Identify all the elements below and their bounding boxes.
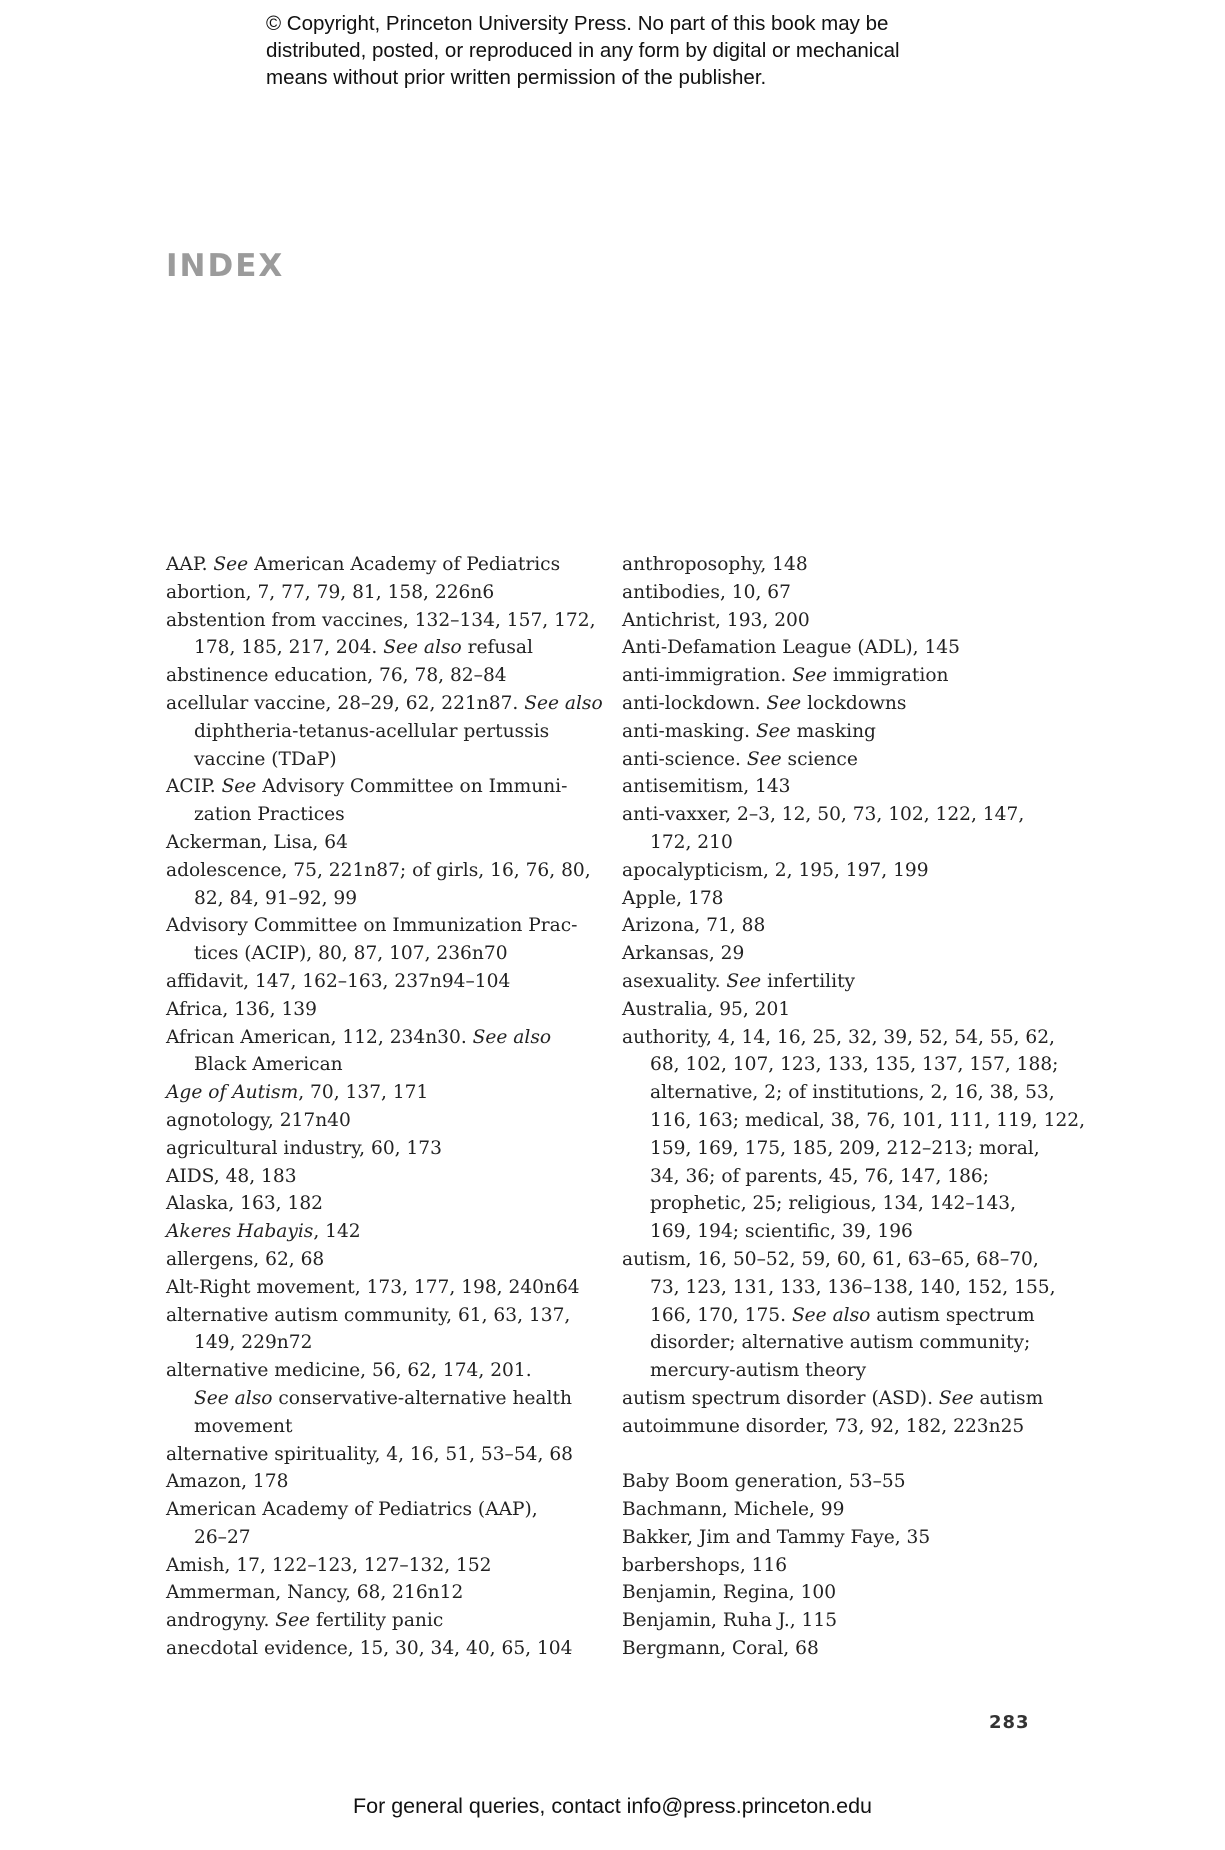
index-entry [622,940,1062,968]
index-text-italic: See [755,720,791,742]
index-text: autoimmune disorder, 73, 92, 182, 223n25 [622,1415,1025,1437]
index-text: 73, 123, 131, 133, 136–138, 140, 152, 155, [650,1276,1056,1298]
page-title: INDEX [166,248,285,284]
copyright-line: distributed, posted, or reproduced in any form by digital or mechanical [266,39,900,62]
index-entry-line [166,718,606,746]
index-entry-line [166,1385,606,1413]
index-entry [622,746,1062,774]
index-entry-line [166,1107,606,1135]
index-entry-line [622,801,1062,829]
index-entry [166,1163,606,1191]
index-entry-line [622,1107,1086,1135]
index-text: , 70, 137, 171 [298,1082,429,1104]
index-text: abstinence education, 76, 78, 82–84 [166,665,507,687]
index-text: masking [790,720,876,742]
index-entry-line [622,773,1062,801]
index-entry-line [622,1302,1062,1330]
index-text: movement [194,1415,293,1437]
index-text-italic: Akeres Habayis [166,1221,314,1243]
section-gap [622,1441,1062,1469]
index-entry-line [166,1190,606,1218]
index-text: anti-immigration. [622,665,793,687]
index-text: American Academy of Pediatrics (AAP), [166,1499,538,1521]
index-text-italic: See [213,554,249,575]
index-text: anti-vaxxer, 2–3, 12, 50, 73, 102, 122, 147, [622,804,1025,826]
index-entry-line [166,1051,606,1079]
index-entry-line [622,1163,1062,1191]
index-column-right [622,551,1086,1663]
index-text: antisemitism, 143 [622,776,791,798]
index-text: 34, 36; of parents, 45, 76, 147, 186; [650,1165,990,1187]
index-entry-line [166,1246,606,1274]
index-entry [166,1357,606,1440]
index-text: prophetic, 25; religious, 134, 142–143, [650,1193,1017,1215]
index-text: zation Practices [194,804,345,826]
index-entry-line [166,1441,606,1469]
index-entry [166,551,606,579]
index-entry-line [622,912,1062,940]
index-text: 26–27 [194,1526,251,1548]
index-text: acellular vaccine, 28–29, 62, 221n87. [166,692,525,714]
index-text: autism [973,1387,1044,1409]
index-text: abstention from vaccines, 132–134, 157, 172, [166,609,596,631]
index-text: Black American [194,1054,343,1076]
index-text: agricultural industry, 60, 173 [166,1137,442,1159]
index-text: anecdotal evidence, 15, 30, 34, 40, 65, 104 [166,1638,573,1660]
index-text: refusal [461,637,533,659]
index-entry-line [166,801,606,829]
index-text-italic: See [766,692,802,714]
index-entry [622,551,1062,579]
index-entry-line [622,746,1062,774]
index-text: 169, 194; scientific, 39, 196 [650,1221,913,1243]
index-text: conservative-alternative health [272,1387,572,1409]
index-text: Alaska, 163, 182 [166,1193,323,1215]
index-entry-line [622,968,1062,996]
index-entry-line [622,885,1062,913]
index-text: disorder; alternative autism community; [650,1332,1031,1354]
index-text: autism spectrum disorder (ASD). [622,1387,939,1409]
index-text: 178, 185, 217, 204. [194,637,384,659]
index-entry [622,912,1062,940]
index-entry-line [166,773,606,801]
index-entry-line [166,1218,606,1246]
index-text: apocalypticism, 2, 195, 197, 199 [622,859,929,881]
index-entry-line [166,551,606,579]
index-text-italic: See [275,1610,311,1632]
index-text: tices (ACIP), 80, 87, 107, 236n70 [194,943,508,965]
index-entry-line [166,1357,606,1385]
index-entry [166,1246,606,1274]
index-entry-line [622,1552,1062,1580]
index-text-italic: See also [194,1387,273,1409]
index-text-italic: See also [472,1026,552,1048]
index-entry-line [622,634,1062,662]
index-entry [622,1607,1062,1635]
index-text: Apple, 178 [622,887,724,909]
index-entry-line [166,1524,606,1552]
index-text: alternative medicine, 56, 62, 174, 201. [166,1360,532,1382]
index-text: Anti-Defamation League (ADL), 145 [622,637,960,659]
index-entry-line [166,996,606,1024]
index-entry-line [622,1218,1062,1246]
index-text: Australia, 95, 201 [622,998,791,1020]
index-entry-line [166,1163,606,1191]
index-entry [622,662,1062,690]
index-text: affidavit, 147, 162–163, 237n94–104 [166,970,511,992]
index-text: anti-masking. [622,720,756,742]
index-text-italic: See also [383,637,462,659]
index-entry [166,996,606,1024]
index-entry [166,1274,606,1302]
index-text-italic: See also [524,692,603,714]
index-text: AAP. [166,554,214,575]
index-entry [166,773,606,829]
index-text-italic: See [221,776,257,798]
copyright-line: means without prior written permission of the publisher. [266,66,767,89]
index-text: adolescence, 75, 221n87; of girls, 16, 76, 80, [166,859,591,881]
index-text-italic: See also [791,1304,871,1326]
index-entry-line [622,1524,1062,1552]
index-entry-line [622,940,1062,968]
index-entry-line [622,1274,1062,1302]
index-entry [166,912,606,968]
index-entry-line [622,1496,1062,1524]
index-text: alternative, 2; of institutions, 2, 16, 38, 53, [650,1082,1055,1104]
index-text: 116, 163; medical, 38, 76, 101, 111, 119, 122, [650,1109,1086,1131]
index-text: Arkansas, 29 [622,943,745,965]
index-text: Benjamin, Ruha J., 115 [622,1610,838,1632]
footer-contact: For general queries, contact info@press.princeton.edu [352,1794,872,1818]
index-entry-line [622,551,1062,579]
index-entry-line [622,718,1062,746]
index-entry-line [622,996,1062,1024]
index-entry [166,690,606,773]
index-text: Amazon, 178 [166,1471,289,1493]
page-number: 283 [989,1712,1030,1733]
index-entry [622,1524,1062,1552]
index-entry [622,634,1062,662]
index-entry [166,1496,606,1552]
index-entry-line [166,746,606,774]
index-entry-line [622,829,1062,857]
index-entry [622,996,1062,1024]
index-entry-line [166,1079,606,1107]
index-entry-line [166,1635,606,1663]
index-text: 172, 210 [650,831,733,853]
index-entry [166,1135,606,1163]
index-text: agnotology, 217n40 [166,1109,351,1131]
index-text: African American, 112, 234n30. [166,1026,473,1048]
index-entry [166,857,606,913]
index-entry [166,1552,606,1580]
index-entry [622,1579,1062,1607]
index-text: Bergmann, Coral, 68 [622,1638,819,1660]
index-entry-line [622,1135,1062,1163]
index-entry-line [166,1496,606,1524]
index-text-italic: See [938,1387,974,1409]
index-column-left [166,551,606,1663]
index-entry [622,579,1062,607]
index-entry [622,1496,1062,1524]
index-entry [166,1441,606,1469]
index-entry-line [622,1329,1062,1357]
index-entry [622,1413,1062,1441]
index-text: alternative spirituality, 4, 16, 51, 53–54, 68 [166,1443,573,1465]
index-entry-line [622,662,1062,690]
index-entry [622,1552,1062,1580]
index-text: vaccine (TDaP) [194,748,337,770]
index-text: abortion, 7, 77, 79, 81, 158, 226n6 [166,581,495,603]
index-text: fertility panic [310,1610,444,1632]
index-entry-line [166,690,606,718]
index-entry [166,1024,606,1080]
index-entry [166,1079,606,1107]
index-entry-line [622,1246,1062,1274]
index-entry-line [622,1579,1062,1607]
index-entry [166,1468,606,1496]
index-entry-line [166,662,606,690]
index-text: American Academy of Pediatrics [248,554,561,575]
index-entry-line [622,857,1062,885]
index-text: Bachmann, Michele, 99 [622,1499,845,1521]
index-entry [622,607,1062,635]
index-entry [166,1107,606,1135]
index-text: AIDS, 48, 183 [166,1165,297,1187]
index-entry [622,1468,1062,1496]
index-text: Ammerman, Nancy, 68, 216n12 [166,1582,464,1604]
index-entry-line [166,607,606,635]
index-text: anthroposophy, 148 [622,554,808,575]
index-entry-line [166,940,606,968]
index-entry [622,1635,1062,1663]
index-text: alternative autism community, 61, 63, 137, [166,1304,571,1326]
index-text: Bakker, Jim and Tammy Faye, 35 [622,1526,931,1548]
index-text: mercury-autism theory [650,1360,867,1382]
index-text: asexuality. [622,970,727,992]
index-entry [166,607,606,663]
index-entry [166,829,606,857]
index-text: Arizona, 71, 88 [622,915,766,937]
index-text: autism spectrum [870,1304,1035,1326]
index-entry-line [166,1024,606,1052]
index-entry-line [622,1190,1062,1218]
index-entry-line [622,1468,1062,1496]
index-entry [622,1246,1062,1385]
index-entry-line [622,1024,1062,1052]
index-entry-line [166,912,606,940]
index-entry-line [622,1607,1062,1635]
index-text: anti-lockdown. [622,692,767,714]
index-entry [622,801,1062,857]
index-entry-line [166,1413,606,1441]
index-text-italic: See [726,970,762,992]
index-text: authority, 4, 14, 16, 25, 32, 39, 52, 54, 55, 62, [622,1026,1055,1048]
index-text: allergens, 62, 68 [166,1248,325,1270]
index-entry [622,1024,1086,1246]
index-text: immigration [826,665,949,687]
index-entry-line [166,1552,606,1580]
index-text: 149, 229n72 [194,1332,313,1354]
index-entry [622,968,1062,996]
index-entry [622,1385,1062,1413]
index-text: infertility [761,970,856,992]
index-text: 159, 169, 175, 185, 209, 212–213; moral, [650,1137,1040,1159]
index-text: Advisory Committee on Immuni- [256,776,568,798]
index-entry-line [166,634,606,662]
index-text: Benjamin, Regina, 100 [622,1582,837,1604]
index-entry-line [622,1413,1062,1441]
index-entry [166,1607,606,1635]
index-text: anti-science. [622,748,747,770]
index-entry [166,1635,606,1663]
index-text: ACIP. [166,776,222,798]
index-entry [622,690,1062,718]
index-entry-line [166,1468,606,1496]
index-entry-line [166,579,606,607]
index-text: 68, 102, 107, 123, 133, 135, 137, 157, 188; [650,1054,1059,1076]
index-entry-line [166,1135,606,1163]
index-entry [622,857,1062,885]
index-entry-line [166,1274,606,1302]
index-text-italic: See [746,748,782,770]
index-entry-line [166,1607,606,1635]
index-text: 166, 170, 175. [650,1304,792,1326]
index-entry-line [622,690,1062,718]
index-entry [166,1218,606,1246]
index-entry-line [622,1051,1062,1079]
index-entry-line [166,1579,606,1607]
index-entry-line [622,1385,1062,1413]
index-entry [622,885,1062,913]
index-entry [166,1579,606,1607]
index-text: science [781,748,858,770]
index-text: Africa, 136, 139 [166,998,317,1020]
index-entry-line [166,885,606,913]
copyright-line: © Copyright, Princeton University Press. No part of this book may be [266,12,889,35]
index-entry [166,1302,606,1358]
index-entry-line [622,1079,1062,1107]
index-text: autism, 16, 50–52, 59, 60, 61, 63–65, 68–70, [622,1248,1039,1270]
index-text: lockdowns [801,692,907,714]
index-entry-line [166,1329,606,1357]
index-entry [622,718,1062,746]
index-text: Ackerman, Lisa, 64 [166,831,348,853]
index-entry-line [166,857,606,885]
index-entry-line [166,968,606,996]
index-entry-line [166,1302,606,1330]
index-entry [166,1190,606,1218]
index-text: androgyny. [166,1610,276,1632]
index-text-italic: Age of Autism [166,1082,299,1104]
index-text: Advisory Committee on Immunization Prac- [166,915,578,937]
index-entry-line [166,829,606,857]
index-text-italic: See [792,665,827,687]
index-text: , 142 [313,1221,361,1243]
index-entry-line [622,579,1062,607]
index-text: diphtheria-tetanus-acellular pertussis [194,720,550,742]
index-entry-line [622,607,1062,635]
index-text: 82, 84, 91–92, 99 [194,887,358,909]
index-text: Amish, 17, 122–123, 127–132, 152 [166,1554,492,1576]
copyright-notice [266,10,1026,91]
index-text: Baby Boom generation, 53–55 [622,1471,906,1493]
index-text: Alt-Right movement, 173, 177, 198, 240n64 [166,1276,580,1298]
index-text: barbershops, 116 [622,1554,788,1576]
index-entry [166,579,606,607]
index-entry [166,662,606,690]
index-entry-line [622,1635,1062,1663]
index-text: antibodies, 10, 67 [622,581,791,603]
index-entry [166,968,606,996]
index-text: Antichrist, 193, 200 [622,609,810,631]
index-entry-line [622,1357,1062,1385]
index-entry [622,773,1062,801]
